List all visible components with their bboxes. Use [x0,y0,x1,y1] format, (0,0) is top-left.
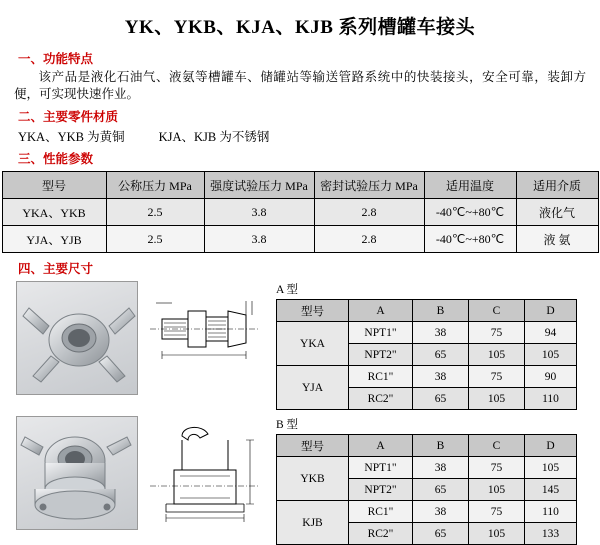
dimB-r3-c1: RC2" [349,523,413,545]
dimB-col-2: B [413,435,469,457]
dimB-r1-c2: 65 [413,479,469,501]
table-row [2,199,598,226]
section-heading-features: 一、功能特点 [18,52,94,66]
features-paragraph [14,69,586,103]
dimension-table-b-label: B 型 [276,419,299,431]
dimension-table-a [276,299,577,410]
dimB-r1-c3: 105 [469,479,525,501]
dimA-r0-c3: 75 [469,322,525,344]
drawing-b-graphic [142,416,268,528]
dimA-model-1: YJA [277,366,349,410]
dimB-r3-c3: 105 [469,523,525,545]
page-title: YK、YKB、KJA、KJB 系列槽罐车接头 [124,17,476,38]
perf-col-3: 密封试验压力 MPa [314,172,424,199]
dimB-r2-c3: 75 [469,501,525,523]
dimension-table-b-wrap [276,416,577,545]
perf-col-0: 型号 [2,172,106,199]
technical-drawing-b [142,416,268,528]
perf-r1-c0: YJA、YJB [2,226,106,253]
dimA-r1-c1: NPT2" [349,344,413,366]
dimA-col-4: D [525,300,577,322]
material-line-a: YKA、YKB 为黄铜 [18,130,125,144]
dimA-r2-c1: RC1" [349,366,413,388]
dimB-r0-c4: 105 [525,457,577,479]
table-header-row [2,172,598,199]
perf-col-5: 适用介质 [516,172,598,199]
dimA-r2-c4: 90 [525,366,577,388]
drawing-a-graphic [142,281,268,393]
dimB-r1-c1: NPT2" [349,479,413,501]
dimension-table-b [276,434,577,545]
dimA-col-1: A [349,300,413,322]
dimB-col-4: D [525,435,577,457]
dimB-col-3: C [469,435,525,457]
dimB-model-1: KJB [277,501,349,545]
dimB-r0-c2: 38 [413,457,469,479]
material-lines [18,127,600,145]
product-photo-b [16,416,138,530]
dimension-table-a-wrap [276,281,577,410]
perf-r1-c5: 液 氨 [516,226,598,253]
dimension-table-a-label: A 型 [276,284,299,296]
photo-b-graphic [17,417,137,529]
perf-r0-c1: 2.5 [106,199,204,226]
perf-r1-c1: 2.5 [106,226,204,253]
features-text: 该产品是液化石油气、液氨等槽罐车、储罐站等输送管路系统中的快装接头，安全可靠，装卸方便，可实现快速作业。 [14,70,586,101]
dimA-r2-c2: 38 [413,366,469,388]
product-photo-a [16,281,138,395]
dimB-r0-c3: 75 [469,457,525,479]
perf-r0-c2: 3.8 [204,199,314,226]
perf-r0-c4: -40℃~+80℃ [424,199,516,226]
dimA-col-0: 型号 [277,300,349,322]
dimB-r1-c4: 145 [525,479,577,501]
perf-r1-c3: 2.8 [314,226,424,253]
table-header-row [277,435,577,457]
perf-col-4: 适用温度 [424,172,516,199]
table-header-row [277,300,577,322]
dimB-col-0: 型号 [277,435,349,457]
dimA-r0-c4: 94 [525,322,577,344]
dimA-r0-c2: 38 [413,322,469,344]
dimA-col-3: C [469,300,525,322]
dimA-model-0: YKA [277,322,349,366]
perf-r1-c4: -40℃~+80℃ [424,226,516,253]
table-row [277,322,577,344]
dimA-r3-c3: 105 [469,388,525,410]
dimB-r3-c4: 133 [525,523,577,545]
perf-col-1: 公称压力 MPa [106,172,204,199]
perf-r0-c3: 2.8 [314,199,424,226]
photo-a-graphic [17,282,137,394]
performance-table [2,171,599,253]
technical-drawing-a [142,281,268,393]
dimA-r1-c3: 105 [469,344,525,366]
dimB-col-1: A [349,435,413,457]
table-row [277,501,577,523]
perf-col-2: 强度试验压力 MPa [204,172,314,199]
dimB-model-0: YKB [277,457,349,501]
dimB-r0-c1: NPT1" [349,457,413,479]
dimB-r3-c2: 65 [413,523,469,545]
table-row [2,226,598,253]
table-row [277,457,577,479]
dimB-r2-c2: 38 [413,501,469,523]
section-heading-dimensions: 四、主要尺寸 [18,262,94,276]
dimA-r3-c1: RC2" [349,388,413,410]
perf-r0-c5: 液化气 [516,199,598,226]
perf-r1-c2: 3.8 [204,226,314,253]
dimA-r2-c3: 75 [469,366,525,388]
table-row [277,366,577,388]
dimB-r2-c1: RC1" [349,501,413,523]
dimA-r0-c1: NPT1" [349,322,413,344]
dimA-r1-c4: 105 [525,344,577,366]
dimA-r3-c2: 65 [413,388,469,410]
dimension-row-b [16,416,600,545]
material-line-b: KJA、KJB 为不锈钢 [158,130,270,144]
dimA-col-2: B [413,300,469,322]
dimension-row-a [16,281,600,410]
dimB-r2-c4: 110 [525,501,577,523]
section-heading-performance: 三、性能参数 [18,152,94,166]
dimA-r1-c2: 65 [413,344,469,366]
dimA-r3-c4: 110 [525,388,577,410]
section-heading-material: 二、主要零件材质 [18,110,119,124]
perf-r0-c0: YKA、YKB [2,199,106,226]
